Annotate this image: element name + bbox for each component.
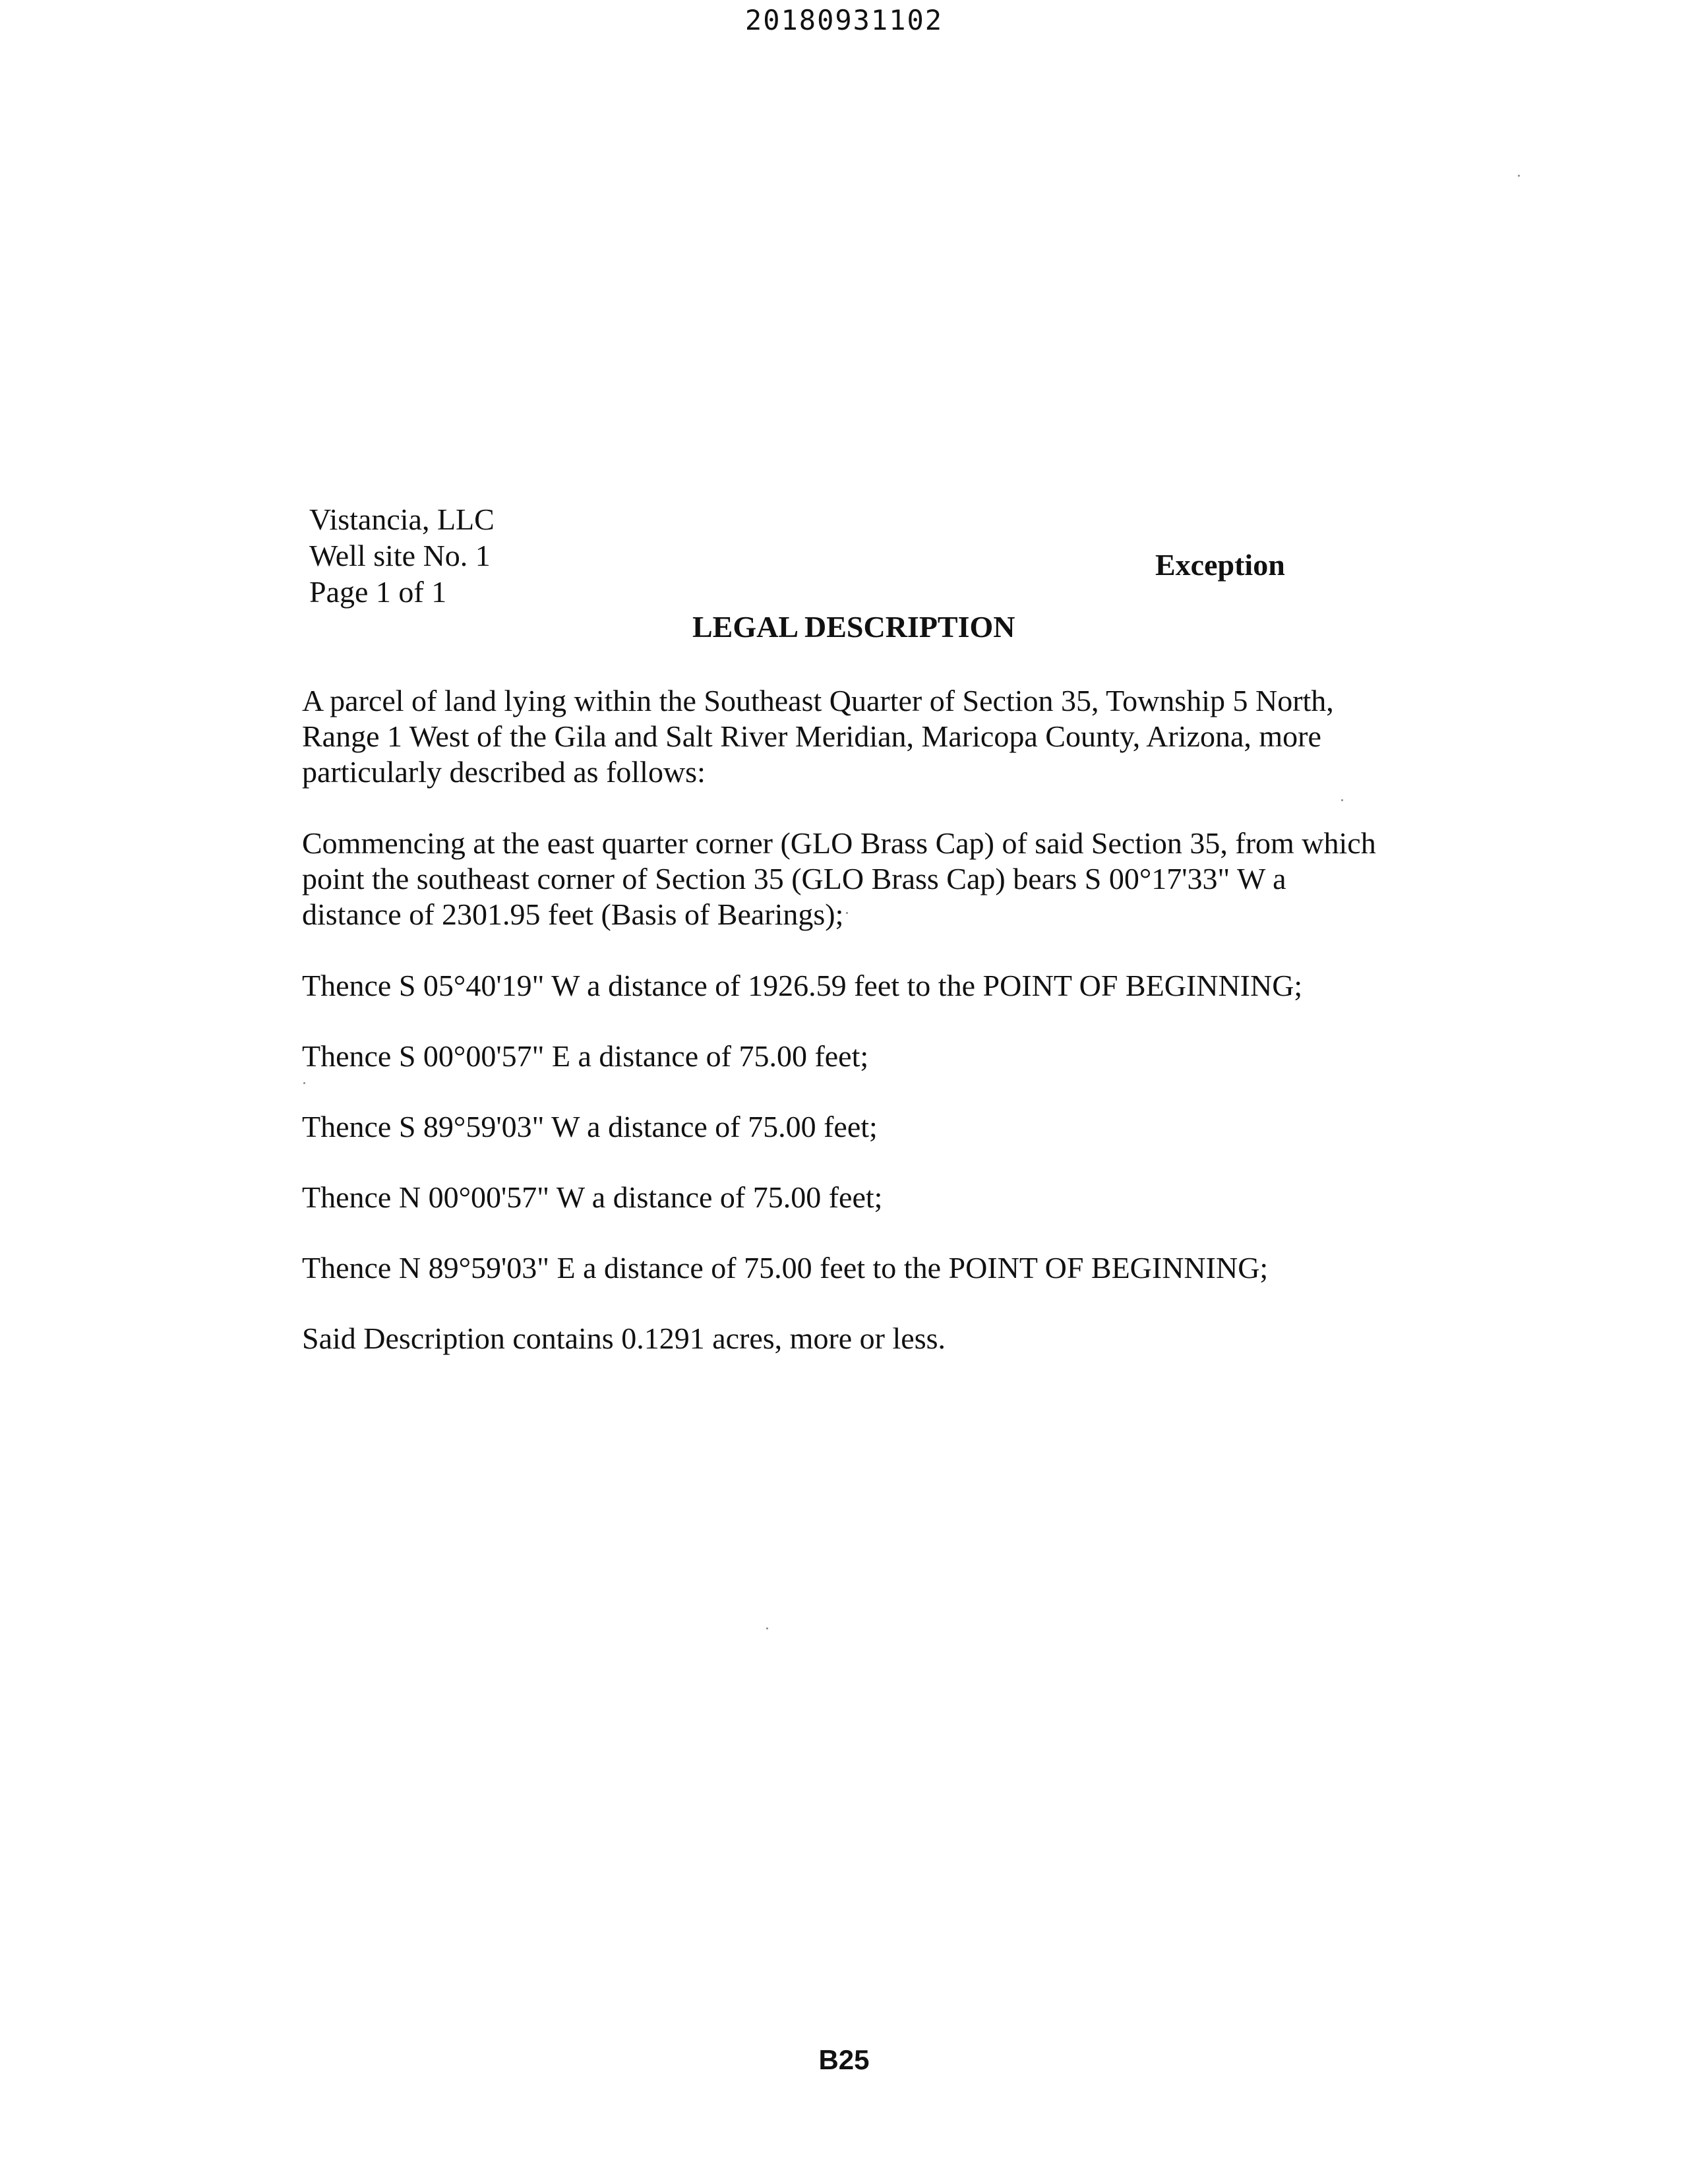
text-line: A parcel of land lying within the Southeast Quarter of Section 35, Township 5 North,	[302, 684, 1334, 717]
well-site-number: Well site No. 1	[309, 539, 491, 572]
text-line: point the southeast corner of Section 35 (GLO Brass Cap) bears S 00°17'33" W a	[302, 862, 1286, 895]
legal-description-body	[302, 683, 1476, 1391]
text-line: distance of 2301.95 feet (Basis of Bearings);	[302, 897, 844, 931]
course-line: Thence N 00°00'57" W a distance of 75.00 feet;	[302, 1180, 883, 1214]
document-title: LEGAL DESCRIPTION	[692, 610, 1015, 644]
course-line: Thence S 00°00'57" E a distance of 75.00 feet;	[302, 1039, 869, 1073]
intro-paragraph	[302, 683, 1476, 790]
scan-speck	[303, 1082, 305, 1084]
scan-speck	[766, 1627, 768, 1629]
scan-speck	[1518, 175, 1520, 177]
course-line: Thence S 05°40'19" W a distance of 1926.59 feet to the POINT OF BEGINNING;	[302, 969, 1303, 1002]
course-line: Thence N 89°59'03" E a distance of 75.00 feet to the POINT OF BEGINNING;	[302, 1251, 1269, 1285]
course-line: Thence S 89°59'03" W a distance of 75.00 feet;	[302, 1110, 878, 1143]
header-block	[309, 501, 495, 610]
exception-label: Exception	[1155, 548, 1285, 582]
recording-number: 20180931102	[744, 4, 944, 36]
scan-speck	[846, 912, 848, 914]
page-count: Page 1 of 1	[309, 575, 447, 609]
company-name: Vistancia, LLC	[309, 502, 495, 536]
commencing-paragraph	[302, 826, 1476, 932]
text-line: Commencing at the east quarter corner (GLO Brass Cap) of said Section 35, from which	[302, 826, 1376, 860]
text-line: Range 1 West of the Gila and Salt River Meridian, Maricopa County, Arizona, more	[302, 719, 1321, 753]
acreage-summary: Said Description contains 0.1291 acres, more or less.	[302, 1321, 946, 1355]
scan-speck	[1341, 799, 1343, 801]
page-label: B25	[818, 2044, 870, 2075]
text-line: particularly described as follows:	[302, 755, 706, 789]
